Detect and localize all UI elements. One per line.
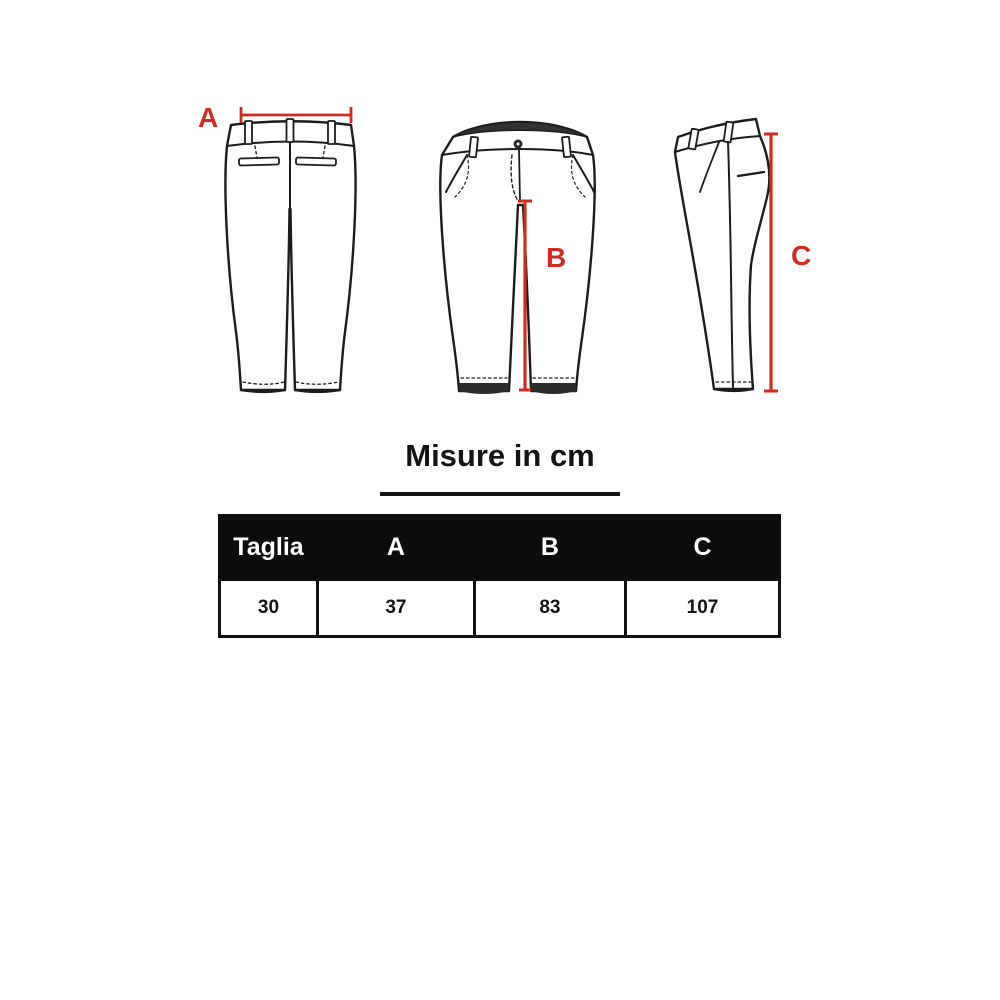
- cell-taglia-value: 30: [220, 580, 318, 637]
- cell-b-value: 83: [474, 580, 625, 637]
- table-row: [220, 580, 780, 637]
- measure-label-c: C: [791, 240, 812, 271]
- page-title: Misure in cm: [405, 438, 595, 473]
- measure-label-b: B: [546, 242, 567, 273]
- table-header-b: B: [474, 516, 625, 580]
- pants-back-view-figure: [195, 95, 380, 410]
- pants-front-view-drawing: [425, 95, 615, 410]
- pants-back-view-drawing: [195, 95, 380, 410]
- table-header-c: C: [625, 516, 779, 580]
- pants-front-view-figure: [425, 95, 615, 410]
- measure-label-a: A: [198, 102, 219, 133]
- size-table: [218, 514, 781, 638]
- title-underline: [380, 492, 620, 496]
- cell-c-value: 107: [625, 580, 779, 637]
- table-header-taglia: Taglia: [220, 516, 318, 580]
- table-header-a: A: [318, 516, 475, 580]
- pants-side-view-figure: [655, 95, 825, 410]
- cell-a-value: 37: [318, 580, 475, 637]
- table-header-row: [220, 516, 780, 580]
